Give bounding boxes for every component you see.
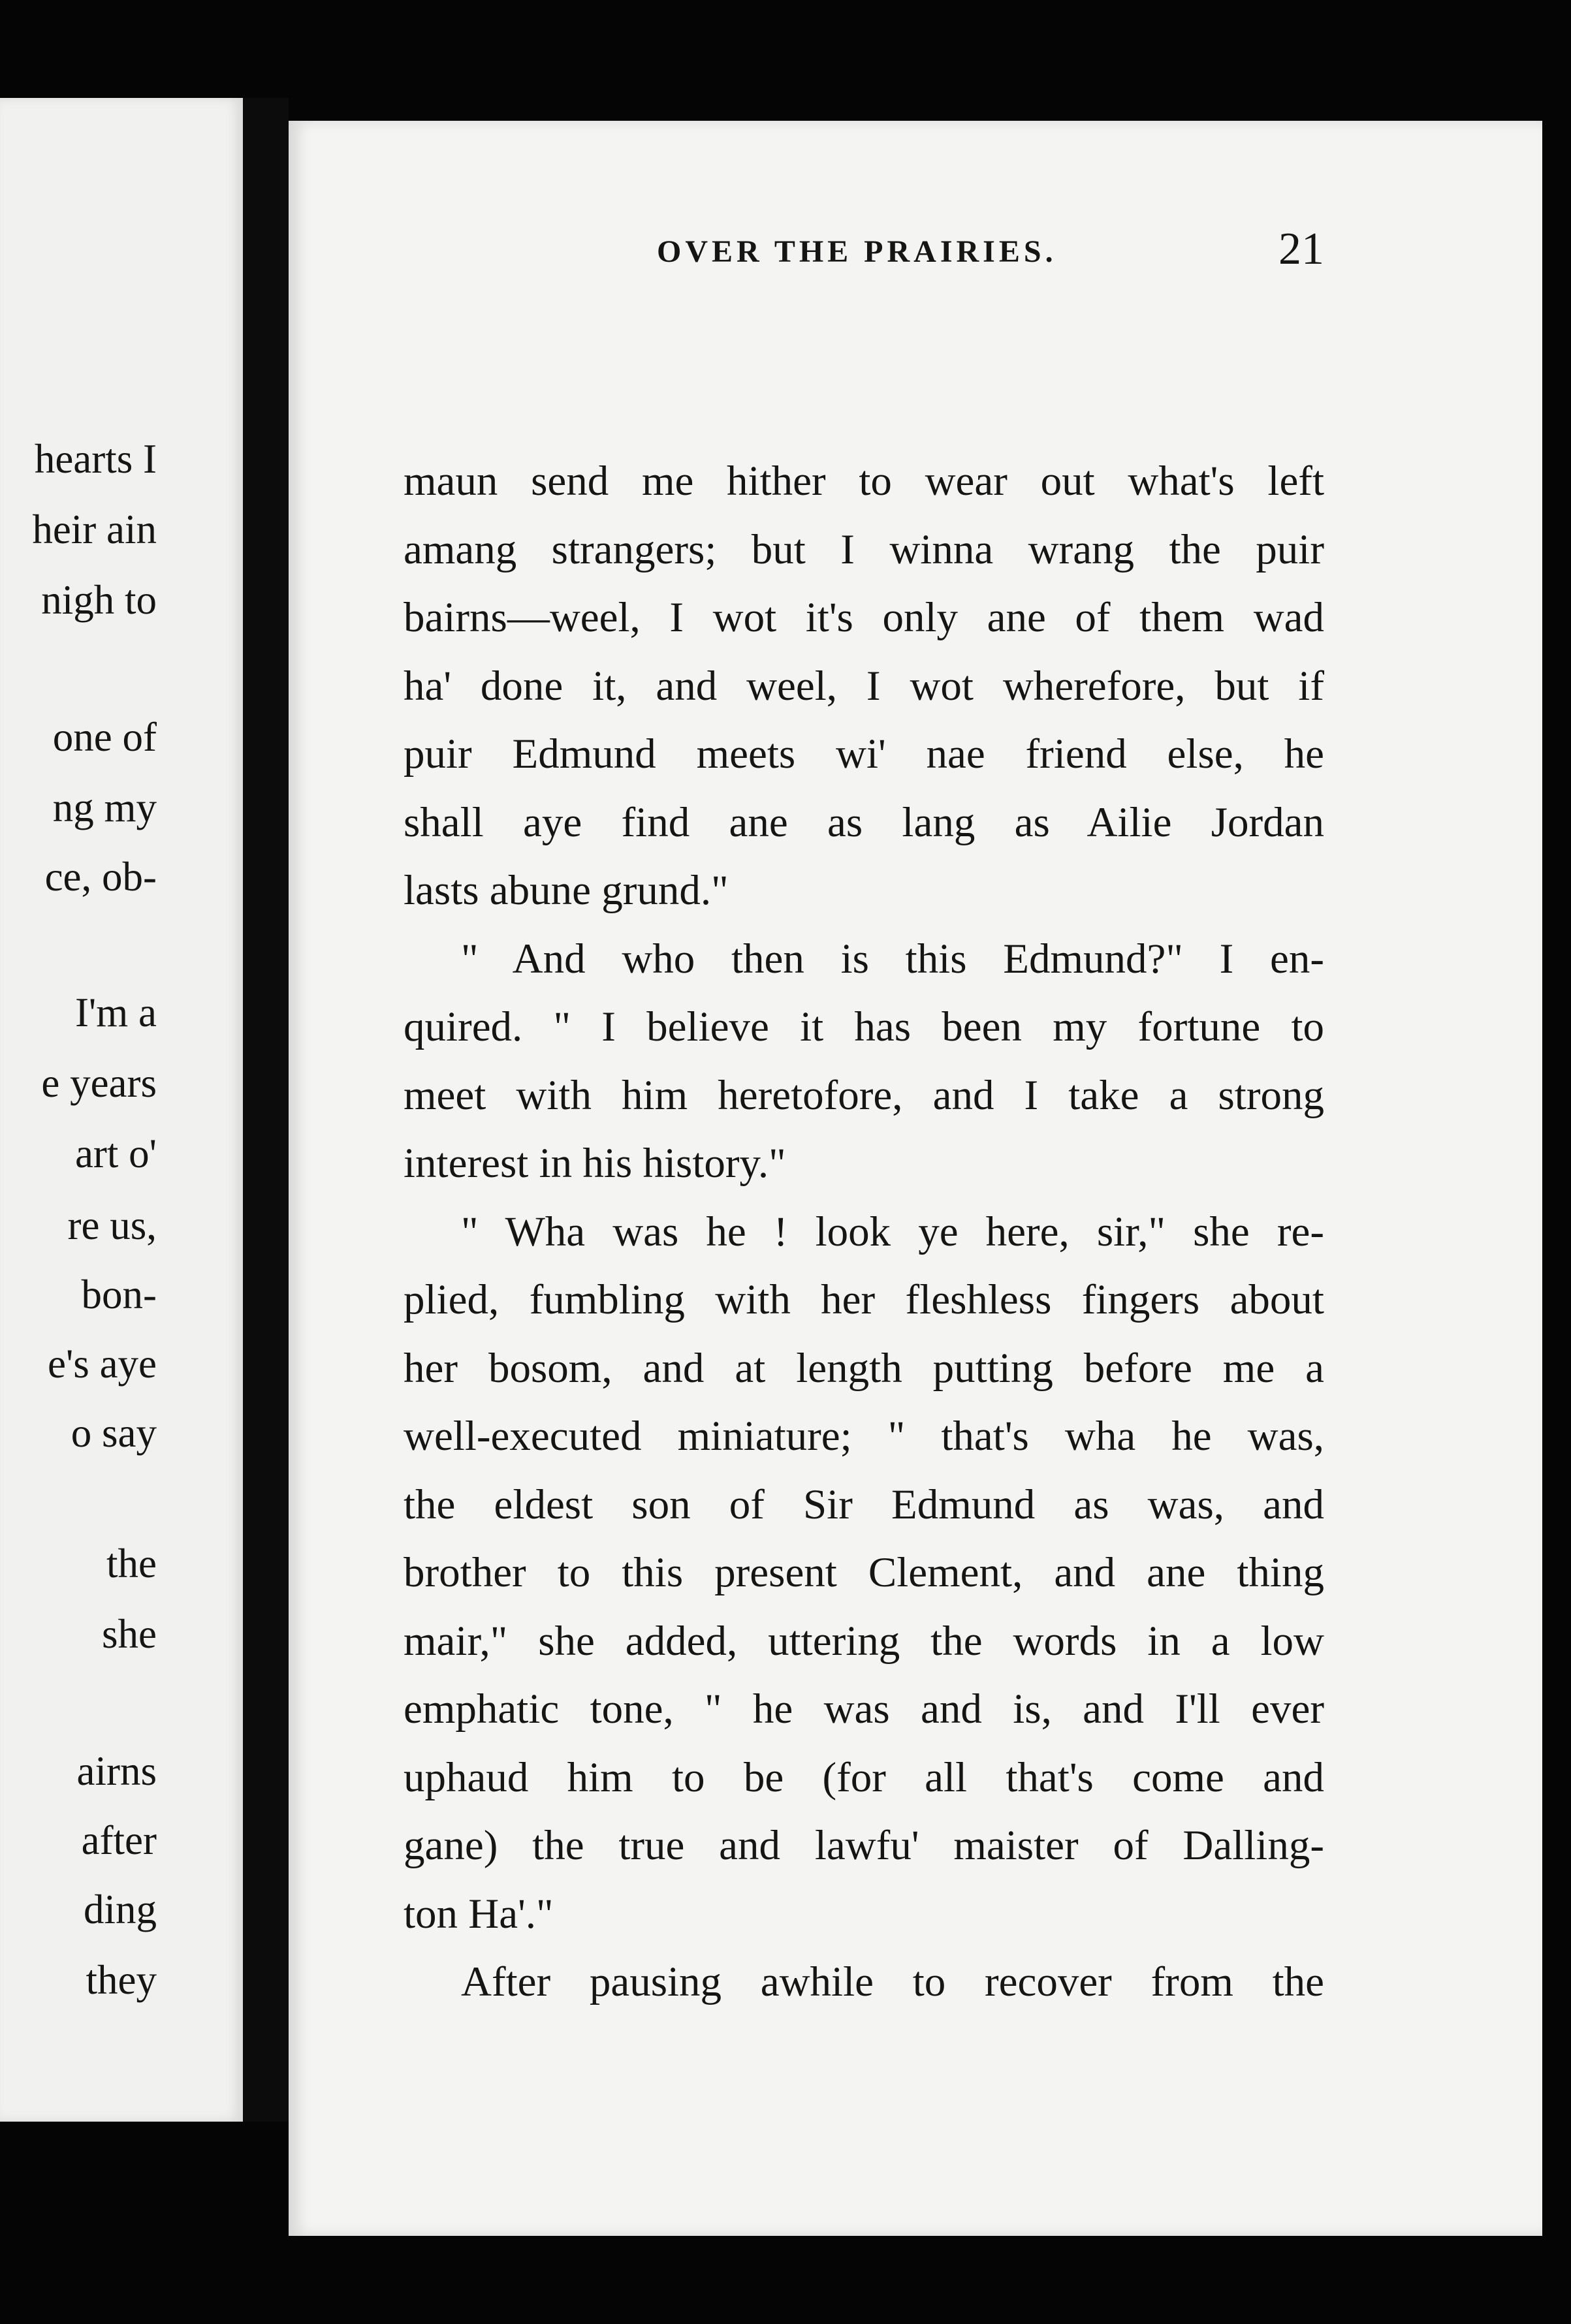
running-title: OVER THE PRAIRIES.: [657, 234, 1057, 269]
body-line: interest in his history.": [404, 1140, 786, 1187]
body-line: mair," she added, uttering the words in a low: [404, 1618, 1324, 1665]
paragraph-first-line: After pausing awhile to recover from the: [461, 1958, 1324, 2005]
body-line: amang strangers; but I winna wrang the puir: [404, 526, 1324, 573]
body-line: bairns—weel, I wot it's only ane of them wad: [404, 594, 1324, 641]
body-line: maun send me hither to wear out what's left: [404, 458, 1324, 505]
left-page-line: nigh to: [41, 577, 157, 623]
left-page-line: airns: [76, 1748, 157, 1794]
body-line: lasts abune grund.": [404, 867, 729, 914]
left-page-line: hearts I: [34, 436, 157, 482]
left-page-line: after: [81, 1817, 157, 1863]
body-line: meet with him heretofore, and I take a strong: [404, 1072, 1324, 1119]
left-page-line: o say: [71, 1410, 157, 1456]
left-page-line: e's aye: [47, 1341, 157, 1387]
left-page-line: she: [102, 1611, 157, 1657]
body-line: the eldest son of Sir Edmund as was, and: [404, 1481, 1324, 1528]
body-line: quired. " I believe it has been my fortune to: [404, 1003, 1324, 1050]
body-line: shall aye find ane as lang as Ailie Jordan: [404, 799, 1324, 846]
left-page-line: they: [86, 1957, 157, 2003]
body-line: ton Ha'.": [404, 1891, 554, 1938]
book-gutter: [243, 98, 289, 2122]
left-page-line: ce, ob-: [44, 854, 157, 900]
left-page-line: I'm a: [74, 990, 157, 1035]
left-page-line: bon-: [81, 1272, 157, 1317]
running-head: [366, 223, 1324, 275]
left-page-line: the: [106, 1541, 157, 1586]
paragraph-first-line: " Wha was he ! look ye here, sir," she re-: [461, 1208, 1324, 1255]
left-page-line: ng my: [52, 785, 157, 830]
body-line: emphatic tone, " he was and is, and I'll ever: [404, 1686, 1324, 1733]
left-page-line: art o': [74, 1131, 157, 1176]
body-line: plied, fumbling with her fleshless fingers about: [404, 1276, 1324, 1323]
paragraph-first-line: " And who then is this Edmund?" I en-: [461, 935, 1324, 982]
page-number: 21: [1278, 224, 1324, 274]
previous-page-fragment: [0, 98, 243, 2122]
body-line: well-executed miniature; " that's wha he was,: [404, 1413, 1324, 1460]
body-line: uphaud him to be (for all that's come and: [404, 1754, 1324, 1801]
left-page-line: re us,: [67, 1202, 157, 1248]
left-page-line: heir ain: [32, 507, 157, 552]
left-page-line: one of: [52, 714, 157, 760]
body-line: puir Edmund meets wi' nae friend else, he: [404, 730, 1324, 777]
body-line: brother to this present Clement, and ane thing: [404, 1549, 1324, 1596]
body-line: her bosom, and at length putting before me a: [404, 1345, 1324, 1392]
left-page-line: ding: [83, 1887, 157, 1932]
left-page-line: e years: [41, 1060, 157, 1106]
body-line: gane) the true and lawfu' maister of Dalling-: [404, 1822, 1324, 1869]
body-line: ha' done it, and weel, I wot wherefore, but if: [404, 663, 1324, 710]
